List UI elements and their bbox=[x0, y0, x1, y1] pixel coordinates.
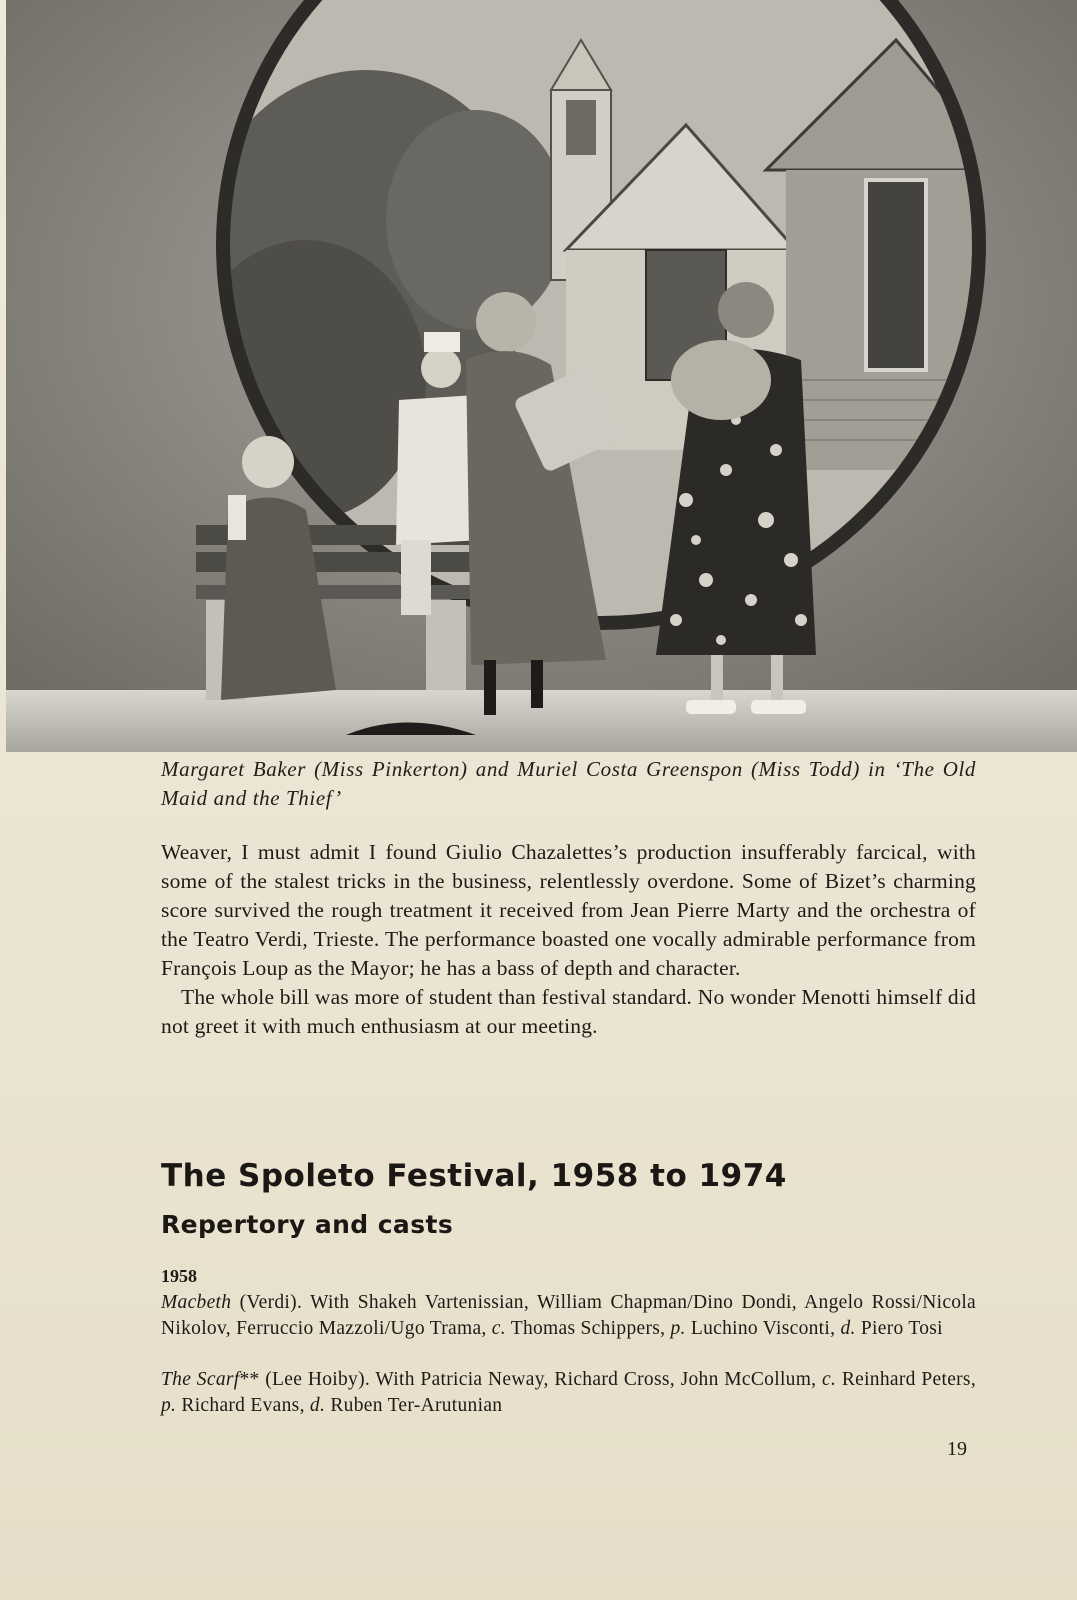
conductor-abbr: c. bbox=[491, 1318, 506, 1339]
producer-abbr: p. bbox=[670, 1318, 686, 1339]
photo-caption: Margaret Baker (Miss Pinkerton) and Muriel Costa Greenspon (Miss Todd) in ‘The Old Maid and the Thief’ bbox=[161, 757, 976, 810]
repertory-entry bbox=[161, 1367, 976, 1419]
paragraph-1: Weaver, I must admit I found Giulio Chazalettes’s production insufferably farcical, with some of the stalest tricks in the business, relentlessly overdone. Some of Bizet’s charming score survived the rough treatment it received from Jean Pierre Marty and the orchestra of the Teatro Verdi, Trieste. The performance boasted one vocally admirable performance from François Loup as the Mayor; he has a bass of depth and character. bbox=[161, 840, 976, 980]
designer-name: Ruben Ter-Arutunian bbox=[325, 1395, 503, 1416]
work-title: The Scarf bbox=[161, 1369, 240, 1390]
section-subtitle: Repertory and casts bbox=[161, 1210, 454, 1239]
paragraph-2: The whole bill was more of student than festival standard. No wonder Menotti himself did not greet it with much enthusiasm at our meeting. bbox=[161, 985, 976, 1038]
work-title: Macbeth bbox=[161, 1292, 232, 1313]
stage-photograph bbox=[6, 0, 1077, 752]
year-heading: 1958 bbox=[161, 1266, 197, 1286]
entry-details: (Verdi). With Shakeh Vartenissian, William Chapman/Dino Dondi, Angelo Rossi/Nicola Nikolov, Ferruccio Mazzoli/Ugo Trama, bbox=[161, 1292, 976, 1339]
designer-abbr: d. bbox=[309, 1395, 326, 1416]
section-title: The Spoleto Festival, 1958 to 1974 bbox=[161, 1158, 787, 1194]
conductor-abbr: c. bbox=[822, 1369, 837, 1390]
stage-scene-image bbox=[6, 0, 1077, 752]
producer-name: Luchino Visconti, bbox=[685, 1318, 841, 1339]
repertory-entry bbox=[161, 1290, 976, 1342]
page-number: 19 bbox=[947, 1438, 967, 1460]
article-body bbox=[161, 838, 976, 1041]
designer-abbr: d. bbox=[840, 1318, 856, 1339]
conductor-name: Reinhard Peters, bbox=[836, 1369, 977, 1390]
conductor-name: Thomas Schippers, bbox=[505, 1318, 671, 1339]
designer-name: Piero Tosi bbox=[855, 1318, 943, 1339]
producer-abbr: p. bbox=[161, 1395, 177, 1416]
entry-details: ** (Lee Hoiby). With Patricia Neway, Richard Cross, John McCollum, bbox=[239, 1369, 823, 1390]
producer-name: Richard Evans, bbox=[176, 1395, 310, 1416]
